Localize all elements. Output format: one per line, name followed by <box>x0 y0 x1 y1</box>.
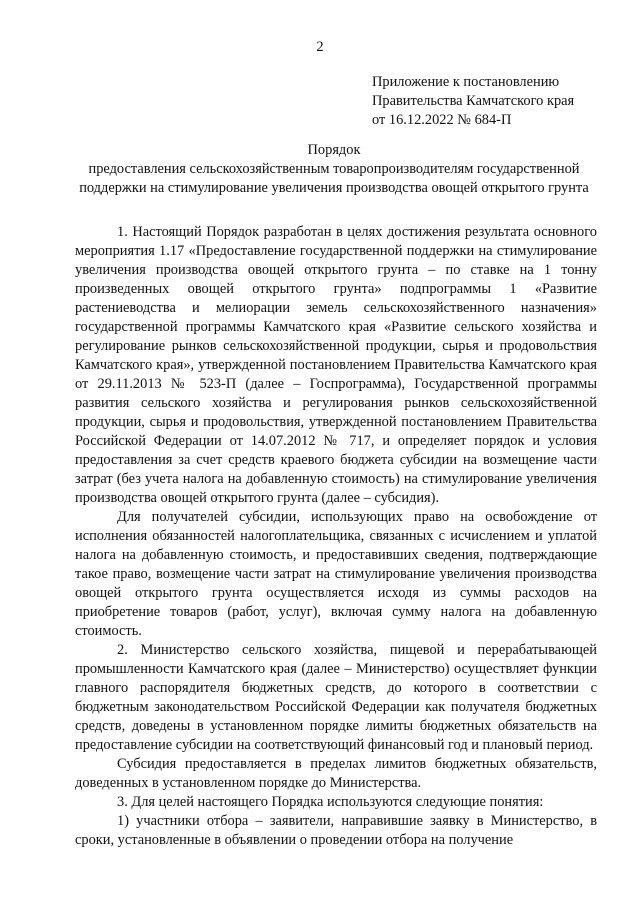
paragraph: 2. Министерство сельского хозяйства, пищевой и перерабатывающей промышленности Камчатского края (далее – Министерство) осуществляет функции главного распорядителя бюджетных средств, до которого в соответствии с бюджетным законодательством Российской Федерации как получателя бюджетных средств, доведены в установленном порядке лимиты бюджетных обязательств на предоставление субсидии на соответствующий финансовый год и плановый период. <box>75 642 597 753</box>
document-body <box>75 223 597 850</box>
paragraph: Субсидия предоставляется в пределах лимитов бюджетных обязательств, доведенных в установленном порядке до Министерства. <box>75 756 597 791</box>
paragraph: 1) участники отбора – заявители, направившие заявку в Министерство, в сроки, установленные в объявлении о проведении отбора на получение <box>75 813 597 848</box>
page-number: 2 <box>316 39 324 55</box>
paragraph: 3. Для целей настоящего Порядка используются следующие понятия: <box>117 794 544 810</box>
document-title <box>70 141 598 198</box>
title-heading: Порядок <box>307 142 361 158</box>
paragraph: 1. Настоящий Порядок разработан в целях достижения результата основного мероприятия 1.17 «Предоставление государственной поддержки на стимулирование увеличения производства овощей открытого грунта – по ставке на 1 тонну произведенных овощей открытого грунта» подпрограммы 1 «Развитие растениеводства и мелиорации земель сельскохозяйственного назначения» государственной программы Камчатского края «Развитие сельского хозяйства и регулирование рынков сельскохозяйственной продукции, сырья и продовольствия Камчатского края», утвержденной постановлением Правительства Камчатского края от 29.11.2013 № 523-П (далее – Госпрограмма), Государственной программы развития сельского хозяйства и регулирования рынков сельскохозяйственной продукции, сырья и продовольствия, утвержденной постановлением Правительства Российской Федерации от 14.07.2012 № 717, и определяет порядок и условия предоставления за счет средств краевого бюджета субсидии на возмещение части затрат (без учета налога на добавленную стоимость) на стимулирование увеличения производства овощей открытого грунта (далее – субсидия). <box>75 224 597 506</box>
appendix-note <box>372 73 622 130</box>
paragraph: Для получателей субсидии, использующих право на освобождение от исполнения обязанностей налогоплательщика, связанных с исчислением и уплатой налога на добавленную стоимость, и предоставивших сведения, подтверждающие такое право, возмещение части затрат на стимулирование увеличения производства овощей открытого грунта осуществляется исходя из суммы расходов на приобретение товаров (работ, услуг), включая сумму налога на добавленную стоимость. <box>75 509 597 639</box>
appendix-line: от 16.12.2022 № 684-П <box>372 112 512 128</box>
appendix-line: Правительства Камчатского края <box>372 93 575 109</box>
appendix-line: Приложение к постановлению <box>372 74 560 90</box>
title-subtitle: предоставления сельскохозяйственным товаропроизводителям государственной поддержки на стимулирование увеличения производства овощей открытого грунта <box>79 161 589 196</box>
